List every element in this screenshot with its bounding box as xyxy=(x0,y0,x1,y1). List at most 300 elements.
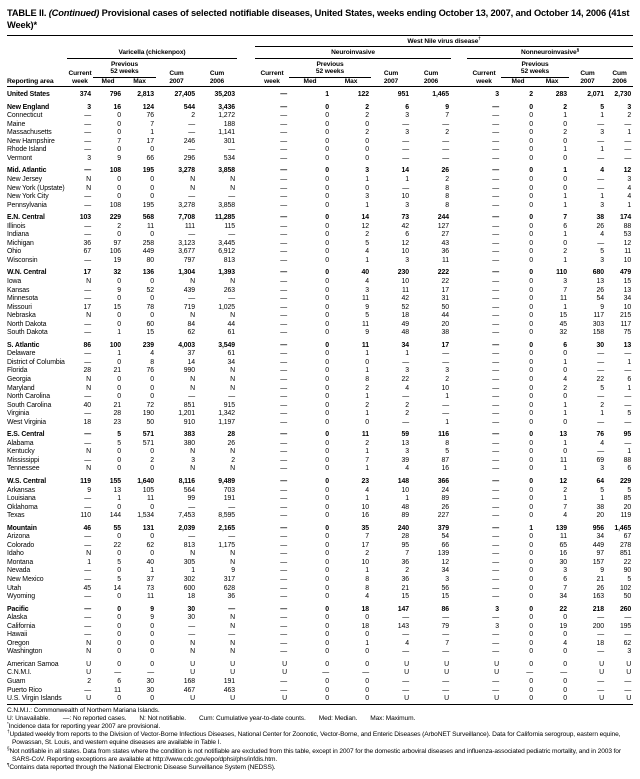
data-cell: 3 xyxy=(445,576,449,584)
data-cell: 239 xyxy=(142,341,154,349)
data-cell: 17 xyxy=(83,303,91,311)
reporting-area-cell: S. Atlantic xyxy=(7,341,40,349)
table-row xyxy=(7,495,633,504)
data-cell: 12 xyxy=(623,239,632,247)
reporting-area-cell: Mountain xyxy=(7,524,37,532)
data-cell: 1 xyxy=(563,146,567,154)
data-cell: — xyxy=(84,129,91,137)
data-cell: U xyxy=(282,669,287,677)
data-cell: 11 xyxy=(442,256,449,264)
data-cell: 18 xyxy=(361,622,369,630)
col-header-max: Max xyxy=(133,77,146,85)
data-cell: — xyxy=(188,193,195,201)
column-gap xyxy=(237,640,255,649)
data-cell: 0 xyxy=(529,231,533,239)
data-cell: 11 xyxy=(362,320,369,328)
table-row xyxy=(7,350,633,359)
data-cell: — xyxy=(442,146,449,154)
data-cell: 534 xyxy=(223,154,235,162)
data-cell: N xyxy=(190,277,195,285)
data-cell: 110 xyxy=(80,512,91,520)
data-cell: 383 xyxy=(183,431,195,439)
column-gap xyxy=(451,146,467,155)
data-cell: — xyxy=(280,431,287,439)
data-cell: 0 xyxy=(365,695,369,703)
col-header-previous-52-weeks xyxy=(501,58,569,77)
data-cell: N xyxy=(230,384,235,392)
data-cell: 910 xyxy=(183,418,195,426)
footnote-pilcrow xyxy=(7,761,633,772)
data-cell: 66 xyxy=(146,154,154,162)
data-cell: U xyxy=(444,669,449,677)
table-row xyxy=(7,695,633,704)
data-cell: 139 xyxy=(555,524,567,532)
data-cell: 1 xyxy=(365,175,369,183)
data-cell: 4 xyxy=(563,512,567,520)
data-cell: 3,445 xyxy=(218,239,235,247)
data-cell: — xyxy=(280,269,287,277)
data-cell: 0 xyxy=(529,358,533,366)
data-cell: N xyxy=(230,367,235,375)
data-cell: — xyxy=(280,593,287,601)
data-cell: 1,272 xyxy=(218,112,235,120)
data-cell: — xyxy=(492,524,499,532)
table-row xyxy=(7,521,633,534)
data-cell: 14 xyxy=(401,167,409,175)
data-cell: — xyxy=(402,678,409,686)
data-cell: 12 xyxy=(559,478,567,485)
col-header-med: Med xyxy=(511,77,525,85)
data-cell: 302 xyxy=(183,576,195,584)
data-cell: 2,039 xyxy=(178,524,195,532)
column-gap xyxy=(237,585,255,594)
data-cell: 479 xyxy=(619,269,632,277)
data-cell: 3 xyxy=(495,622,499,630)
data-cell: 8,595 xyxy=(218,512,235,520)
data-cell: 2 xyxy=(87,678,91,686)
data-cell: 2 xyxy=(405,567,409,575)
data-cell: 15 xyxy=(559,312,567,320)
data-cell: U xyxy=(404,660,409,668)
data-cell: 50 xyxy=(441,303,449,311)
data-cell: 0 xyxy=(529,503,533,511)
data-cell: 67 xyxy=(623,533,632,541)
data-cell: 439 xyxy=(183,286,195,294)
data-cell: 317 xyxy=(223,576,235,584)
abbrev-item: Cum: Cumulative year-to-date counts. xyxy=(198,714,306,722)
data-cell: 0 xyxy=(117,567,121,575)
data-cell: 97 xyxy=(596,550,604,558)
reporting-area-cell: Oklahoma xyxy=(7,503,38,511)
data-cell: N xyxy=(86,375,91,383)
data-cell: 50 xyxy=(146,418,154,426)
table-row xyxy=(7,657,633,670)
data-cell: 0 xyxy=(365,358,369,366)
table-row xyxy=(7,393,633,402)
column-gap xyxy=(237,295,255,304)
data-cell: 60 xyxy=(146,320,154,328)
data-cell: 34 xyxy=(623,295,632,303)
data-cell: 28 xyxy=(401,533,409,541)
table-row xyxy=(7,321,633,330)
data-cell: 0 xyxy=(325,269,329,277)
data-cell: — xyxy=(188,129,195,137)
data-cell: 0 xyxy=(325,112,329,120)
data-cell: 18 xyxy=(596,639,604,647)
table-row xyxy=(7,678,633,687)
data-cell: N xyxy=(230,639,235,647)
reporting-area-cell: Virginia xyxy=(7,410,30,418)
data-cell: 0 xyxy=(529,303,533,311)
data-cell: 0 xyxy=(529,605,533,613)
column-gap xyxy=(237,393,255,402)
data-cell: 0 xyxy=(529,286,533,294)
data-cell: — xyxy=(624,120,632,128)
footnote-marker: † xyxy=(7,729,10,735)
data-cell: 9 xyxy=(150,605,154,613)
data-cell: — xyxy=(188,503,195,511)
data-cell: 36 xyxy=(227,593,235,601)
data-cell: — xyxy=(492,678,499,686)
table-row xyxy=(7,669,633,678)
data-cell: N xyxy=(230,558,235,566)
data-cell: 27 xyxy=(441,231,449,239)
data-cell: — xyxy=(492,175,499,183)
data-cell: — xyxy=(280,154,287,162)
column-gap xyxy=(451,248,467,257)
data-cell: — xyxy=(492,401,499,409)
data-cell: 0 xyxy=(150,375,154,383)
data-cell: 3,549 xyxy=(218,341,235,349)
column-gap xyxy=(451,231,467,240)
data-cell: 4 xyxy=(627,184,632,192)
data-cell: — xyxy=(84,120,91,128)
data-cell: 3 xyxy=(365,193,369,201)
data-cell: 0 xyxy=(150,660,154,668)
data-cell: 195 xyxy=(142,167,154,175)
data-cell: 229 xyxy=(619,478,632,485)
data-cell: 1 xyxy=(365,495,369,503)
data-cell: 48 xyxy=(401,329,409,337)
data-cell: 190 xyxy=(142,410,154,418)
data-cell: 0 xyxy=(325,154,329,162)
data-cell: 18 xyxy=(401,312,409,320)
table-row xyxy=(7,533,633,542)
data-cell: 24 xyxy=(441,486,449,494)
data-cell: 0 xyxy=(325,448,329,456)
column-gap xyxy=(237,559,255,568)
data-cell: — xyxy=(84,137,91,145)
data-cell: 1 xyxy=(405,495,409,503)
reporting-area-cell: Minnesota xyxy=(7,295,38,303)
data-cell: — xyxy=(228,631,235,639)
data-cell: 1 xyxy=(600,410,604,418)
data-cell: — xyxy=(560,669,567,677)
data-cell: 9 xyxy=(600,303,604,311)
data-cell: 0 xyxy=(325,184,329,192)
data-cell: N xyxy=(190,648,195,656)
data-cell: 0 xyxy=(325,214,329,222)
data-cell: 13 xyxy=(113,486,121,494)
data-cell: 7 xyxy=(365,456,369,464)
reporting-area-cell: Tennessee xyxy=(7,465,40,473)
data-cell: 95 xyxy=(623,431,632,439)
data-cell: — xyxy=(597,631,604,639)
data-cell: 84 xyxy=(187,320,195,328)
data-cell: 11 xyxy=(114,686,121,694)
column-gap xyxy=(451,58,467,86)
data-cell: 0 xyxy=(529,375,533,383)
reporting-area-cell: Kentucky xyxy=(7,448,35,456)
data-cell: 0 xyxy=(117,614,121,622)
data-cell: — xyxy=(84,112,91,120)
data-cell: N xyxy=(86,639,91,647)
column-gap xyxy=(237,419,255,428)
data-cell: 59 xyxy=(401,431,409,439)
data-cell: 157 xyxy=(592,558,604,566)
table-row xyxy=(7,163,633,176)
column-gap xyxy=(451,602,467,615)
data-cell: — xyxy=(188,146,195,154)
data-cell: 13 xyxy=(559,431,567,439)
column-gap xyxy=(237,138,255,147)
data-cell: 2 xyxy=(563,486,567,494)
data-cell: 1,197 xyxy=(218,418,235,426)
data-cell: 0 xyxy=(150,533,154,541)
data-cell: 0 xyxy=(325,175,329,183)
data-cell: 0 xyxy=(117,112,121,120)
data-cell: — xyxy=(280,375,287,383)
table-row xyxy=(7,550,633,559)
data-cell: — xyxy=(492,512,499,520)
data-cell: — xyxy=(188,393,195,401)
data-cell: 0 xyxy=(529,495,533,503)
data-cell: 0 xyxy=(365,614,369,622)
year-2007: 2007 xyxy=(169,77,184,85)
data-cell: 15 xyxy=(401,593,409,601)
column-gap xyxy=(237,47,255,58)
data-cell: 0 xyxy=(563,660,567,668)
data-cell: 0 xyxy=(529,622,533,630)
data-cell: 218 xyxy=(592,605,604,613)
column-gap xyxy=(451,593,467,602)
data-cell: 30 xyxy=(596,341,604,349)
data-cell: 1 xyxy=(600,146,604,154)
data-cell: 0 xyxy=(529,295,533,303)
data-cell: N xyxy=(86,648,91,656)
data-cell: 7 xyxy=(563,503,567,511)
data-cell: — xyxy=(280,512,287,520)
column-gap xyxy=(237,465,255,474)
data-cell: 1 xyxy=(117,350,121,358)
table-row xyxy=(7,687,633,696)
data-cell: 2 xyxy=(600,401,604,409)
data-cell: 0 xyxy=(325,639,329,647)
data-cell: — xyxy=(84,222,91,230)
data-cell: 0 xyxy=(529,401,533,409)
data-cell: — xyxy=(492,541,499,549)
reporting-area-cell: Missouri xyxy=(7,303,32,311)
column-gap xyxy=(451,623,467,632)
data-cell: 680 xyxy=(592,269,604,277)
reporting-area-cell: Rhode Island xyxy=(7,146,47,154)
col-header-max: Max xyxy=(344,77,358,85)
data-cell: 79 xyxy=(441,622,449,630)
data-cell: N xyxy=(230,448,235,456)
data-cell: — xyxy=(624,686,632,694)
data-cell: 813 xyxy=(183,541,195,549)
data-cell: 380 xyxy=(183,439,195,447)
data-cell: 2 xyxy=(191,112,195,120)
data-cell: 0 xyxy=(117,277,121,285)
data-cell: 0 xyxy=(117,375,121,383)
data-cell: 103 xyxy=(79,214,91,222)
data-cell: 1 xyxy=(445,418,449,426)
data-cell: 0 xyxy=(117,622,121,630)
reporting-area-cell: Mid. Atlantic xyxy=(7,167,47,175)
data-cell: — xyxy=(492,103,499,111)
data-cell: — xyxy=(280,465,287,473)
data-cell: 5 xyxy=(627,486,632,494)
reporting-area-cell: California xyxy=(7,622,36,630)
data-cell: — xyxy=(597,418,604,426)
data-cell: 0 xyxy=(529,367,533,375)
data-cell: 0 xyxy=(365,418,369,426)
data-cell: 0 xyxy=(563,137,567,145)
data-cell: N xyxy=(230,312,235,320)
data-cell: 1 xyxy=(563,439,567,447)
data-cell: 6 xyxy=(627,465,632,473)
data-cell: — xyxy=(492,584,499,592)
data-cell: 139 xyxy=(437,550,449,558)
data-cell: 1 xyxy=(563,303,567,311)
data-cell: U xyxy=(190,660,195,668)
data-cell: 4 xyxy=(405,384,409,392)
wnv-label: West Nile virus disease xyxy=(407,38,479,45)
footnotes xyxy=(7,707,633,773)
data-cell: 1 xyxy=(563,495,567,503)
data-cell: 191 xyxy=(223,495,235,503)
data-cell: 16 xyxy=(113,103,121,111)
column-gap xyxy=(237,121,255,130)
data-cell: 1 xyxy=(365,465,369,473)
data-cell: 38 xyxy=(441,329,449,337)
data-cell: 0 xyxy=(325,231,329,239)
data-cell: 100 xyxy=(109,341,121,349)
data-cell: 8 xyxy=(365,584,369,592)
data-cell: 0 xyxy=(150,146,154,154)
data-cell: 0 xyxy=(529,269,533,277)
reporting-area-cell: Arizona xyxy=(7,533,30,541)
column-gap xyxy=(237,376,255,385)
data-cell: 0 xyxy=(325,465,329,473)
data-cell: 3 xyxy=(191,456,195,464)
data-cell: 0 xyxy=(150,503,154,511)
reporting-area-cell: New Jersey xyxy=(7,175,42,183)
data-cell: 0 xyxy=(529,222,533,230)
data-cell: — xyxy=(280,350,287,358)
data-cell: — xyxy=(624,439,632,447)
column-gap xyxy=(451,419,467,428)
data-cell: 0 xyxy=(117,465,121,473)
data-cell: 0 xyxy=(325,686,329,694)
data-cell: 6,912 xyxy=(218,248,235,256)
data-cell: 0 xyxy=(529,320,533,328)
data-cell: 0 xyxy=(325,320,329,328)
column-gap xyxy=(451,338,467,351)
data-cell: — xyxy=(280,184,287,192)
data-cell: 66 xyxy=(441,541,449,549)
data-cell: 143 xyxy=(397,622,409,630)
data-cell: 2 xyxy=(563,248,567,256)
data-cell: N xyxy=(230,550,235,558)
data-cell: 0 xyxy=(529,167,533,175)
data-cell: — xyxy=(280,91,287,99)
data-cell: 463 xyxy=(223,686,235,694)
reporting-area-cell: W.N. Central xyxy=(7,269,47,277)
column-gap xyxy=(237,448,255,457)
data-cell: — xyxy=(492,201,499,209)
nonneuro-footnote-mark: § xyxy=(576,47,580,53)
column-gap xyxy=(237,248,255,257)
data-cell: 0 xyxy=(325,512,329,520)
data-cell: 69 xyxy=(596,456,604,464)
data-cell: 11 xyxy=(361,431,369,439)
column-gap xyxy=(237,163,255,176)
data-cell: 10 xyxy=(401,277,409,285)
column-gap xyxy=(237,602,255,615)
data-cell: 11 xyxy=(147,222,154,230)
data-cell: — xyxy=(597,678,604,686)
data-cell: 155 xyxy=(109,478,121,485)
data-cell: 10 xyxy=(361,503,369,511)
previous-line1: Previous xyxy=(316,60,344,68)
data-cell: 0 xyxy=(117,631,121,639)
column-gap xyxy=(237,474,255,487)
reporting-area-cell: Nevada xyxy=(7,567,31,575)
column-gap xyxy=(451,567,467,576)
footnote-text: Updated weekly from reports to the Division of Vector-Borne Infectious Diseases, National Center for Zoonotic, Vector-Borne, and Enteric Diseases (ArboNET Surveillance). Data for California serogroup, eastern equine, Powassan, St. Louis, and western equine diseases are available in Table I. xyxy=(9,731,621,747)
data-cell: 0 xyxy=(529,384,533,392)
data-cell: 0 xyxy=(529,137,533,145)
data-cell: 7 xyxy=(405,550,409,558)
data-cell: 246 xyxy=(183,137,195,145)
col-header-max: Max xyxy=(545,77,559,85)
data-cell: 0 xyxy=(563,678,567,686)
data-cell: 0 xyxy=(325,550,329,558)
table-row xyxy=(7,146,633,155)
group-header-neuroinvasive: Neuroinvasive xyxy=(255,47,451,58)
data-cell: 147 xyxy=(397,605,409,613)
data-cell: 8 xyxy=(365,576,369,584)
data-cell: — xyxy=(492,146,499,154)
data-cell: — xyxy=(280,584,287,592)
column-gap xyxy=(237,550,255,559)
data-cell: 3 xyxy=(627,175,632,183)
data-cell: 0 xyxy=(325,439,329,447)
data-cell: 0 xyxy=(529,312,533,320)
table-row xyxy=(7,329,633,338)
data-cell: 2,071 xyxy=(587,91,604,99)
data-cell: 4 xyxy=(150,350,154,358)
data-cell: 1 xyxy=(365,350,369,358)
column-gap xyxy=(451,669,467,678)
data-cell: 305 xyxy=(183,558,195,566)
data-cell: 2 xyxy=(365,231,369,239)
reporting-area-cell: Mississippi xyxy=(7,456,40,464)
data-cell: — xyxy=(492,533,499,541)
reporting-area-cell: American Samoa xyxy=(7,660,59,668)
